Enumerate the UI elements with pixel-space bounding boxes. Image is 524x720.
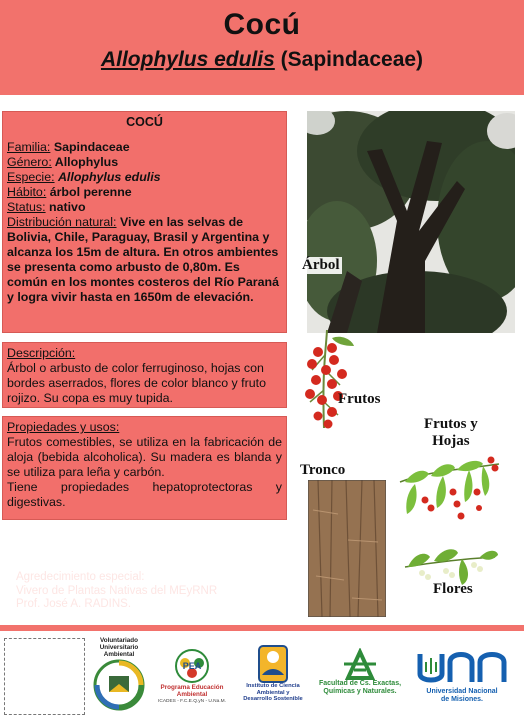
label-hojas: Hojas bbox=[432, 433, 470, 449]
family-name: (Sapindaceae) bbox=[280, 48, 424, 71]
credits-line-1: Agredecimiento especial: bbox=[16, 571, 145, 583]
credits bbox=[16, 571, 217, 612]
svg-text:PEA: PEA bbox=[182, 661, 202, 671]
info-row-distribucion bbox=[7, 215, 282, 305]
vua-text-2: Universitario bbox=[99, 644, 139, 651]
pea-text-2: Ambiental bbox=[176, 691, 208, 698]
icads-text-3: Desarrollo Sostenible bbox=[243, 696, 303, 702]
info-value: Vive en las selvas de Bolivia, Chile, Paraguay, Brasil y Argentina y alcanza los 15m de altura. En otros ambientes se presenta como arbusto de 0,80m. Es común en los montes costeros del Río Paraná y logra vivir hasta en 1650m de elevación. bbox=[7, 215, 279, 304]
info-label: Status: bbox=[7, 200, 46, 214]
credits-line-2: Vivero de Plantas Nativas del MEyRNR bbox=[16, 584, 218, 597]
description-box bbox=[2, 342, 287, 408]
label-flores: Flores bbox=[433, 581, 473, 597]
properties-text-2: Tiene propiedades hepatoprotectoras y digestivas. bbox=[7, 480, 282, 509]
info-label: Hábito: bbox=[7, 185, 47, 199]
label-frutos-y: Frutos y bbox=[424, 416, 478, 432]
unam-logo bbox=[408, 648, 516, 716]
icads-emblem-icon bbox=[258, 645, 288, 683]
info-value: Sapindaceae bbox=[53, 140, 130, 154]
scientific-name: Allophylus edulis bbox=[100, 48, 275, 71]
unam-text-1: Universidad Nacional bbox=[426, 688, 498, 695]
info-value: árbol perenne bbox=[49, 185, 132, 199]
label-tronco: Tronco bbox=[300, 462, 346, 478]
poster-subtitle bbox=[0, 48, 524, 72]
pea-text-1: Programa Educación bbox=[160, 684, 224, 691]
fceqyn-text-2: Químicas y Naturales. bbox=[323, 688, 397, 695]
icads-logo bbox=[238, 645, 308, 715]
description-heading: Descripción: bbox=[7, 346, 76, 360]
properties-heading: Propiedades y usos: bbox=[7, 420, 120, 434]
label-arbol: Árbol bbox=[302, 257, 340, 273]
vua-logo bbox=[92, 637, 146, 715]
label-frutos-y-hojas bbox=[424, 416, 478, 450]
credits-line-3: Prof. José A. RADINS. bbox=[16, 598, 132, 610]
info-label: Especie: bbox=[7, 170, 55, 184]
info-box-title: COCÚ bbox=[126, 115, 163, 129]
poster-header bbox=[0, 0, 524, 95]
fceqyn-logo bbox=[310, 648, 410, 716]
info-label: Familia: bbox=[7, 140, 51, 154]
label-frutos: Frutos bbox=[338, 391, 381, 407]
pea-logo bbox=[158, 648, 226, 716]
vua-text-1: Voluntariado bbox=[99, 637, 138, 644]
info-label: Género: bbox=[7, 155, 52, 169]
info-value: Allophylus edulis bbox=[57, 170, 161, 184]
info-row-habito bbox=[7, 185, 282, 200]
trunk-photo bbox=[308, 480, 386, 617]
fceqyn-text-1: Facultad de Cs. Exactas, bbox=[318, 680, 402, 687]
info-row-familia bbox=[7, 140, 282, 155]
info-value: nativo bbox=[49, 200, 86, 214]
blank-box bbox=[4, 638, 85, 715]
info-row-especie bbox=[7, 170, 282, 185]
fceqyn-emblem-icon bbox=[340, 648, 380, 680]
unam-text-2: de Misiones. bbox=[440, 696, 483, 703]
info-row-status bbox=[7, 200, 282, 215]
info-label: Distribución natural: bbox=[7, 215, 117, 229]
pea-text-3: ICADES - F.C.E.Q.yN - U.Na.M. bbox=[158, 699, 226, 704]
icads-text-2: Ambiental y bbox=[256, 689, 290, 696]
properties-box bbox=[2, 416, 287, 520]
vua-text-3: Ambiental bbox=[103, 651, 135, 658]
icads-text-1: Instituto de Ciencia bbox=[246, 683, 300, 689]
unam-emblem-icon bbox=[414, 648, 510, 688]
vua-emblem-icon bbox=[92, 658, 146, 712]
description-text: Árbol o arbusto de color ferruginoso, hojas con bordes aserrados, flores de color blanco y fruto rojizo. Su copa es muy tupida. bbox=[7, 361, 266, 405]
properties-text: Frutos comestibles, se utiliza en la fabricación de aloja (bebida alcoholica). Su madera es blanda y se utiliza para leña y carbón. bbox=[7, 435, 282, 479]
fruits-photo bbox=[292, 330, 362, 430]
tree-photo bbox=[307, 111, 515, 333]
fruits-leaves-photo bbox=[395, 452, 503, 530]
info-row-genero bbox=[7, 155, 282, 170]
pea-emblem-icon bbox=[172, 648, 212, 684]
poster-title: Cocú bbox=[223, 8, 301, 41]
info-value: Allophylus bbox=[54, 155, 119, 169]
info-box bbox=[2, 111, 287, 333]
flowers-photo bbox=[400, 537, 500, 587]
